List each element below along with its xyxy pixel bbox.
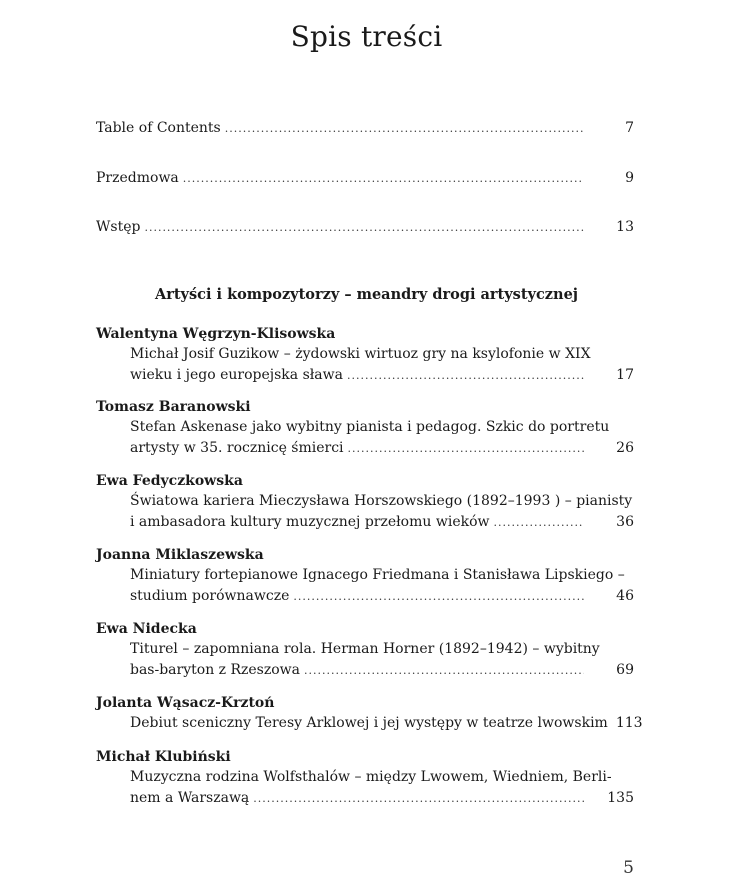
entry-title-line: Michał Josif Guzikow – żydowski wirtuoz gry na ksylofonie w XIX (130, 346, 591, 362)
toc-line-wstep[interactable] (96, 217, 634, 238)
entry-author: Ewa Nidecka (96, 621, 197, 637)
leader-dots (494, 512, 585, 534)
entry-title-end: bas-baryton z Rzeszowa (130, 661, 301, 678)
entry-page: 69 (616, 661, 634, 678)
entry-last-line (130, 713, 643, 735)
entry-author: Jolanta Wąsacz-Krztoń (96, 695, 275, 711)
section-heading: Artyści i kompozytorzy – meandry drogi artystycznej (154, 286, 579, 303)
entry-page: 113 (615, 715, 643, 731)
entry-author: Joanna Miklaszewska (96, 547, 264, 563)
entry-title-end: nem a Warszawą (130, 789, 250, 806)
entry-last-line (130, 660, 634, 682)
entry-page: 26 (616, 439, 634, 456)
toc-entry[interactable] (96, 747, 634, 809)
leader-dots (293, 586, 584, 608)
toc-page: 9 (625, 170, 634, 186)
entry-title-end: studium porównawcze (130, 587, 290, 604)
toc-line-przedmowa[interactable] (96, 168, 634, 189)
entry-title-line: Muzyczna rodzina Wolfsthalów – między Lwowem, Wiedniem, Berli- (130, 769, 612, 785)
toc-label: Table of Contents (96, 120, 221, 136)
leader-dots (225, 118, 584, 139)
entry-author: Tomasz Baranowski (96, 399, 251, 415)
entry-title-end: artysty w 35. rocznicę śmierci (130, 439, 344, 456)
entry-page: 46 (616, 587, 634, 604)
entry-title-end: wieku i jego europejska sława (130, 366, 343, 383)
entry-title-end: Debiut sceniczny Teresy Arklowej i jej występy w teatrze lwowskim (130, 715, 608, 731)
entry-last-line (130, 365, 634, 387)
toc-line-table-of-contents[interactable] (96, 118, 634, 139)
entry-last-line (130, 438, 634, 460)
page-number: 5 (623, 858, 634, 878)
entry-title-line: Miniatury fortepianowe Ignacego Friedmana i Stanisława Lipskiego – (130, 567, 625, 583)
toc-entry[interactable] (96, 397, 634, 459)
entry-last-line (130, 512, 634, 534)
leader-dots (183, 168, 584, 189)
entry-author: Ewa Fedyczkowska (96, 473, 243, 489)
entry-author: Michał Klubiński (96, 749, 231, 765)
toc-entry[interactable] (96, 324, 634, 386)
toc-label: Przedmowa (96, 170, 179, 186)
entry-page: 36 (616, 513, 634, 530)
leader-dots (144, 217, 584, 238)
entry-last-line (130, 586, 634, 608)
toc-entry[interactable] (96, 471, 634, 533)
leader-dots (347, 365, 584, 387)
toc-entry[interactable] (96, 693, 643, 735)
toc-entry[interactable] (96, 619, 634, 681)
entry-title-line: Stefan Askenase jako wybitny pianista i pedagog. Szkic do portretu (130, 419, 610, 435)
entry-author: Walentyna Węgrzyn-Klisowska (96, 326, 336, 342)
entry-title-end: i ambasadora kultury muzycznej przełomu wieków (130, 513, 490, 530)
entry-last-line (130, 788, 634, 810)
entry-page: 135 (607, 789, 634, 806)
page-title: Spis treści (290, 20, 443, 53)
entry-title-line: Titurel – zapomniana rola. Herman Horner (1892–1942) – wybitny (130, 641, 600, 657)
toc-entry[interactable] (96, 545, 634, 607)
entry-title-line: Światowa kariera Mieczysława Horszowskiego (1892–1993 ) – pianisty (130, 493, 633, 509)
leader-dots (304, 660, 584, 682)
leader-dots (253, 788, 584, 810)
toc-page: 7 (625, 120, 634, 136)
entry-page: 17 (616, 366, 634, 383)
leader-dots (348, 438, 584, 460)
toc-label: Wstęp (96, 219, 141, 235)
toc-page: 13 (616, 219, 634, 235)
